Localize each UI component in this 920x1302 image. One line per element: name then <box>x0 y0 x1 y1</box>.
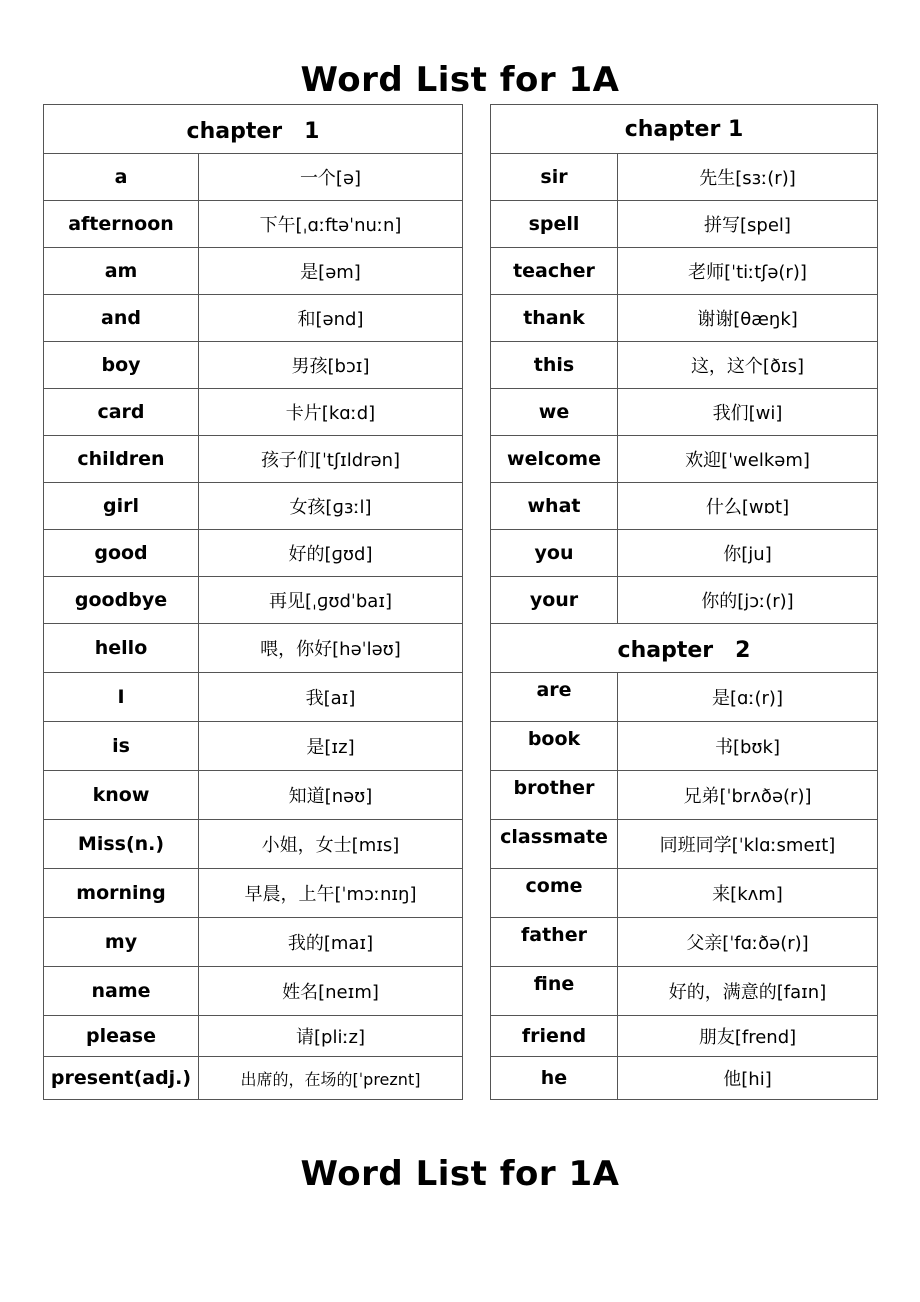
meaning-cell: 卡片[kɑːd] <box>199 389 463 436</box>
meaning-cell: 好的[ɡʊd] <box>199 530 463 577</box>
word-cell: fine <box>491 967 618 1016</box>
meaning-cell: 他[hi] <box>618 1057 878 1100</box>
meaning-cell: 老师[ˈtiːtʃə(r)] <box>618 248 878 295</box>
word-cell: children <box>44 436 199 483</box>
word-cell: we <box>491 389 618 436</box>
meaning-cell: 拼写[spel] <box>618 201 878 248</box>
word-cell: girl <box>44 483 199 530</box>
chapter-heading: chapter 1 <box>491 105 878 154</box>
meaning-cell: 你的[jɔː(r)] <box>618 577 878 624</box>
meaning-cell: 这，这个[ðɪs] <box>618 342 878 389</box>
meaning-cell: 好的，满意的[faɪn] <box>618 967 878 1016</box>
meaning-cell: 是[əm] <box>199 248 463 295</box>
word-cell: he <box>491 1057 618 1100</box>
word-cell: my <box>44 918 199 967</box>
page-title-repeat: Word List for 1A <box>300 1154 620 1194</box>
word-cell: come <box>491 869 618 918</box>
meaning-cell: 喂，你好[həˈləʊ] <box>199 624 463 673</box>
meaning-cell: 姓名[neɪm] <box>199 967 463 1016</box>
meaning-cell: 是[ɑː(r)] <box>618 673 878 722</box>
word-table-left <box>43 104 463 1100</box>
word-cell: is <box>44 722 199 771</box>
meaning-cell: 我的[maɪ] <box>199 918 463 967</box>
word-cell: your <box>491 577 618 624</box>
word-cell: please <box>44 1016 199 1057</box>
chapter-heading: chapter 1 <box>44 105 463 154</box>
word-cell: are <box>491 673 618 722</box>
word-cell: present(adj.) <box>44 1057 199 1100</box>
word-cell: father <box>491 918 618 967</box>
word-cell: what <box>491 483 618 530</box>
meaning-cell: 男孩[bɔɪ] <box>199 342 463 389</box>
word-cell: card <box>44 389 199 436</box>
meaning-cell: 同班同学[ˈklɑːsmeɪt] <box>618 820 878 869</box>
word-cell: Miss(n.) <box>44 820 199 869</box>
word-cell: am <box>44 248 199 295</box>
word-table-right <box>490 104 878 1100</box>
meaning-cell: 和[ənd] <box>199 295 463 342</box>
chapter-heading: chapter 2 <box>491 624 878 673</box>
word-cell: boy <box>44 342 199 389</box>
word-cell: I <box>44 673 199 722</box>
meaning-cell: 女孩[ɡɜːl] <box>199 483 463 530</box>
meaning-cell: 下午[ˌɑːftəˈnuːn] <box>199 201 463 248</box>
meaning-cell: 知道[nəʊ] <box>199 771 463 820</box>
word-cell: a <box>44 154 199 201</box>
meaning-cell: 我[aɪ] <box>199 673 463 722</box>
meaning-cell: 小姐，女士[mɪs] <box>199 820 463 869</box>
meaning-cell: 书[bʊk] <box>618 722 878 771</box>
page-title: Word List for 1A <box>300 60 620 100</box>
word-cell: classmate <box>491 820 618 869</box>
meaning-cell: 孩子们[ˈtʃɪldrən] <box>199 436 463 483</box>
meaning-cell: 谢谢[θæŋk] <box>618 295 878 342</box>
word-cell: and <box>44 295 199 342</box>
meaning-cell: 欢迎[ˈwelkəm] <box>618 436 878 483</box>
word-cell: this <box>491 342 618 389</box>
meaning-cell: 父亲[ˈfɑːðə(r)] <box>618 918 878 967</box>
word-cell: hello <box>44 624 199 673</box>
meaning-cell: 是[ɪz] <box>199 722 463 771</box>
meaning-cell: 早晨，上午[ˈmɔːnɪŋ] <box>199 869 463 918</box>
word-cell: goodbye <box>44 577 199 624</box>
word-cell: know <box>44 771 199 820</box>
word-cell: thank <box>491 295 618 342</box>
word-cell: name <box>44 967 199 1016</box>
word-cell: book <box>491 722 618 771</box>
meaning-cell: 出席的，在场的[ˈpreznt] <box>199 1057 463 1100</box>
meaning-cell: 请[pliːz] <box>199 1016 463 1057</box>
word-cell: afternoon <box>44 201 199 248</box>
word-cell: welcome <box>491 436 618 483</box>
word-cell: you <box>491 530 618 577</box>
word-cell: morning <box>44 869 199 918</box>
meaning-cell: 兄弟[ˈbrʌðə(r)] <box>618 771 878 820</box>
meaning-cell: 什么[wɒt] <box>618 483 878 530</box>
word-cell: good <box>44 530 199 577</box>
word-cell: teacher <box>491 248 618 295</box>
meaning-cell: 我们[wi] <box>618 389 878 436</box>
meaning-cell: 先生[sɜː(r)] <box>618 154 878 201</box>
meaning-cell: 再见[ˌɡʊdˈbaɪ] <box>199 577 463 624</box>
word-cell: spell <box>491 201 618 248</box>
meaning-cell: 一个[ə] <box>199 154 463 201</box>
meaning-cell: 来[kʌm] <box>618 869 878 918</box>
word-cell: sir <box>491 154 618 201</box>
word-cell: brother <box>491 771 618 820</box>
meaning-cell: 你[ju] <box>618 530 878 577</box>
meaning-cell: 朋友[frend] <box>618 1016 878 1057</box>
word-cell: friend <box>491 1016 618 1057</box>
